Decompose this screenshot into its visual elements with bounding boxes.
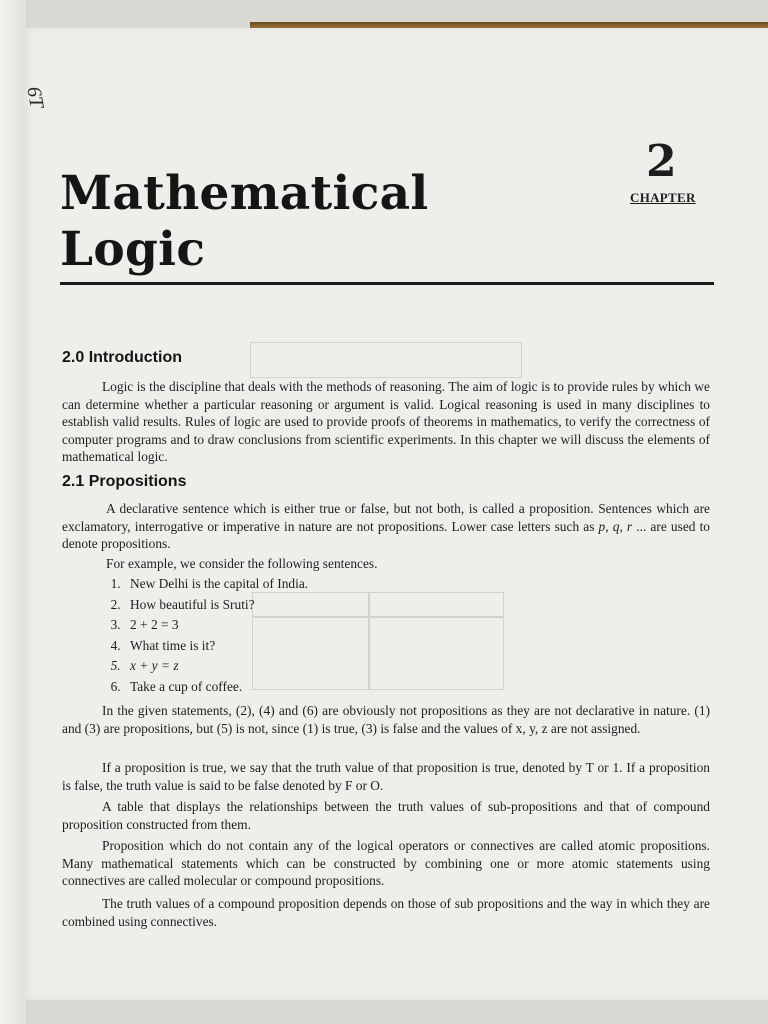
chapter-title — [60, 166, 429, 278]
margin-handwriting: 6T — [22, 85, 48, 110]
bleed-through-table-top — [250, 342, 522, 378]
atomic-propositions-paragraph: Proposition which do not contain any of the logical operators or connectives are called atomic propositions. Many mathematical statements which can be constructed by combining one or more atomic statements using connectives are called molecular or compound propositions. — [62, 838, 710, 889]
chapter-number: 2 — [646, 136, 677, 187]
truth-table-paragraph: A table that displays the relationships between the truth values of sub-propositions and that of compound proposition constructed from them. — [62, 799, 710, 832]
list-item: 3. 2 + 2 = 3 — [124, 615, 308, 636]
chapter-label: CHAPTER — [630, 190, 696, 205]
compound-truth-paragraph: The truth values of a compound proposition depends on those of sub propositions and the way in which they are combined using connectives. — [62, 896, 710, 929]
chapter-title-line-2: Logic — [60, 222, 206, 277]
list-item: 6. Take a cup of coffee. — [124, 677, 308, 698]
list-item: 2. How beautiful is Sruti? — [124, 595, 308, 616]
example-intro: For example, we consider the following sentences. — [106, 556, 378, 571]
chapter-title-line-1: Mathematical — [60, 166, 429, 221]
section-heading-propositions: 2.1 Propositions — [62, 473, 187, 490]
analysis-paragraph: In the given statements, (2), (4) and (6) are obviously not propositions as they are not declarative in nature. (1) and (3) are propositions, but (5) is not, since (1) is true, (3) is false and the values of x, y, z are not assigned. — [62, 703, 710, 736]
introduction-paragraph: Logic is the discipline that deals with the methods of reasoning. The aim of logic is to provide rules by which we can determine whether a particular reasoning or argument is valid. Logical reasoning is used in many disciplines to establish valid results. Rules of logic are used to provide proofs of theorems in mathematics, to verify the correctness of computer programs and to draw conclusions from scientific experiments. In this chapter we will discuss the elements of mathematical logic. — [62, 379, 710, 465]
title-underline — [60, 282, 714, 285]
bleed-through-table-divider — [368, 592, 370, 690]
example-sentence-list — [104, 574, 308, 698]
list-item: 1. New Delhi is the capital of India. — [124, 574, 308, 595]
propositions-definition: A declarative sentence which is either true or false, but not both, is called a proposition. Sentences which are exclamatory, interrogative or imperative in nature are not propositions. Lower case letters such as p, q, r ... are used to denote propositions. — [62, 501, 710, 552]
list-item: 4. What time is it? — [124, 636, 308, 657]
section-heading-introduction: 2.0 Introduction — [62, 349, 182, 366]
truth-value-paragraph: If a proposition is true, we say that the truth value of that proposition is true, denoted by T or 1. If a proposition is false, the truth value is said to be false denoted by F or O. — [62, 760, 710, 793]
list-item: 5. x + y = z — [124, 656, 308, 677]
